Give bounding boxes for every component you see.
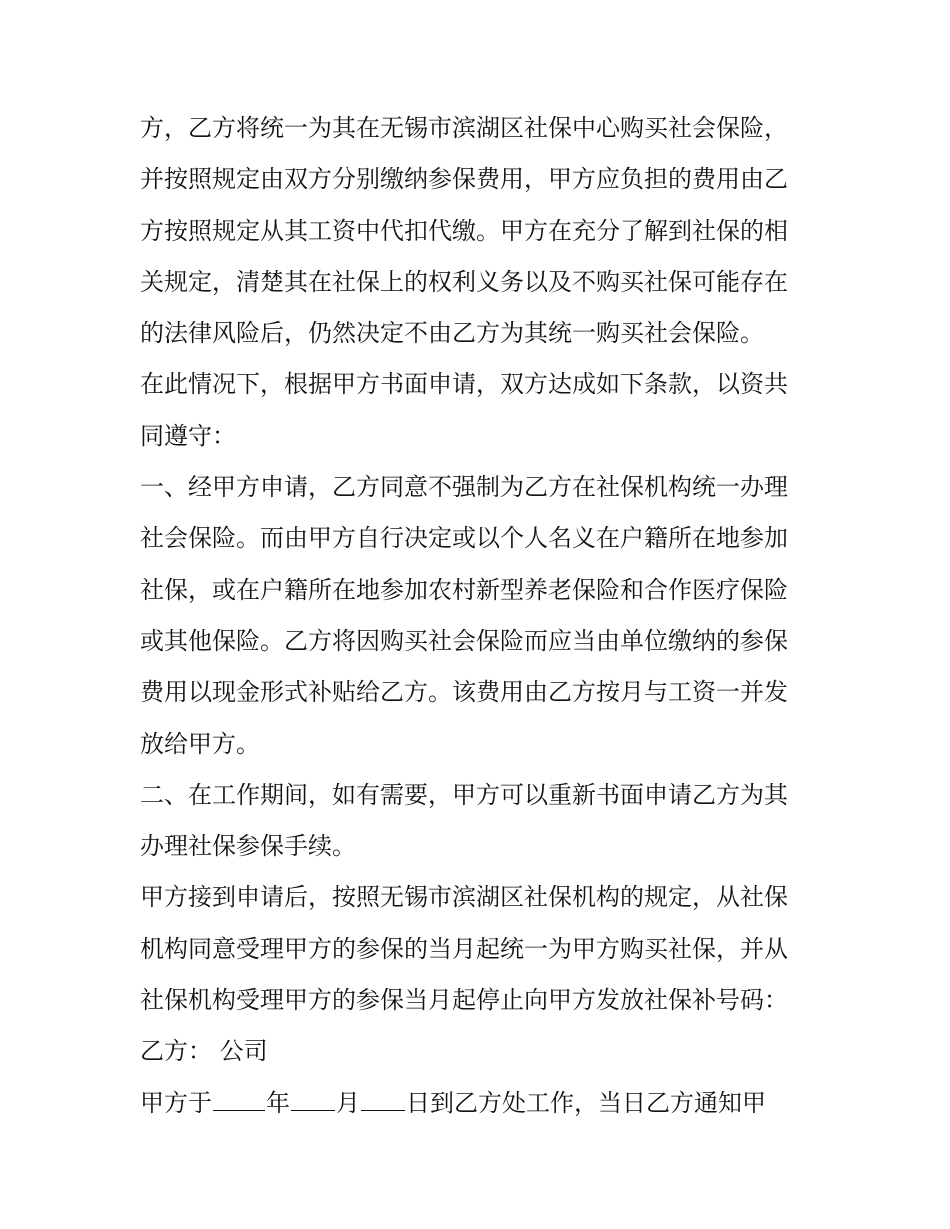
text-line: 同遵守：: [140, 421, 236, 450]
text-line: 并按照规定由双方分别缴纳参保费用，甲方应负担的费用由乙: [140, 165, 788, 194]
day-blank: [361, 1086, 405, 1111]
text-line: 的法律风险后，仍然决定不由乙方为其统一购买社会保险。: [140, 319, 764, 348]
text-line: 甲方接到申请后，按照无锡市滨湖区社保机构的规定，从社保: [140, 883, 788, 912]
month-blank: [291, 1086, 335, 1111]
year-blank: [213, 1086, 265, 1111]
text-line: 社会保险。而由甲方自行决定或以个人名义在户籍所在地参加: [140, 524, 788, 553]
document-body: [140, 103, 830, 1129]
text-line: 社保机构受理甲方的参保当月起停止向甲方发放社保补号码：: [140, 986, 788, 1015]
text-line: 机构同意受理甲方的参保的当月起统一为甲方购买社保，并从: [140, 934, 788, 963]
date-line-suffix: 日到乙方处工作，当日乙方通知甲: [406, 1088, 766, 1117]
text-line: 办理社保参保手续。: [140, 832, 356, 861]
text-line: 社保，或在户籍所在地参加农村新型养老保险和合作医疗保险: [140, 575, 788, 604]
date-line: [140, 1078, 830, 1129]
month-label: 月: [336, 1088, 360, 1117]
text-line: 二、在工作期间，如有需要，甲方可以重新书面申请乙方为其: [140, 780, 788, 809]
text-line: 放给甲方。: [140, 729, 260, 758]
text-line: 费用以现金形式补贴给乙方。该费用由乙方按月与工资一并发: [140, 678, 788, 707]
date-line-prefix: 甲方于: [140, 1088, 212, 1117]
year-label: 年: [266, 1088, 290, 1117]
text-line: 一、经甲方申请，乙方同意不强制为乙方在社保机构统一办理: [140, 473, 788, 502]
party-b-line: 乙方： 公司: [140, 1037, 268, 1066]
text-line: 关规定，清楚其在社保上的权利义务以及不购买社保可能存在: [140, 267, 788, 296]
text-line: 方按照规定从其工资中代扣代缴。甲方在充分了解到社保的相: [140, 216, 788, 245]
text-line: 方，乙方将统一为其在无锡市滨湖区社保中心购买社会保险，: [140, 114, 788, 142]
text-line: 在此情况下，根据甲方书面申请，双方达成如下条款，以资共: [140, 370, 788, 399]
text-line: 或其他保险。乙方将因购买社会保险而应当由单位缴纳的参保: [140, 626, 788, 655]
